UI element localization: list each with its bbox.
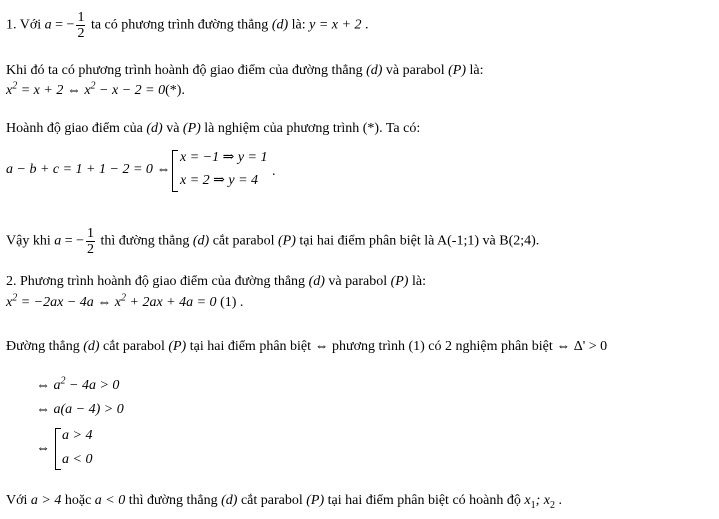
case-a-lt-0: a < 0 [62, 452, 93, 467]
line-d: (d) [271, 17, 289, 33]
line-factored: ⇔ a(a − 4) > 0 [36, 402, 124, 417]
document-page: 1. Với a = − $\frac{1}{2}$ ta có phương trình đường thẳng (d) là: y = x + 2 . Khi đó ta có phương trình hoành độ giao điểm của đường thẳng (d) và parabol (P) là: $x^2 = x + 2$ ⇔ $x^2 - x - 2 = 0(*)$. Hoành độ giao điểm của (d) và (P) là nghiệm của phương trình (*). Ta có: a − b + c = 1 + 1 − 2 = 0 ⇔ x = −1 ⇒ y = 1 x = 2 ⇒ y = 4 . Vậy khi a = − $\frac{1}{2}$ thì đường thẳng (d) cắt parabol (P) tại hai điểm phân biệt là A(-1;1) và B(2;4). 2. Phương trình hoành độ giao điểm của đường thẳng (d) và parabol (P) là: $x^2 = -2ax - 4a$ ⇔ $x^2 + 2ax + 4a = 0$ (1) . Đường thẳng (d) cắt parabol (P) tại hai điểm phân biệt ⇔ phương trình (1) có 2 nghiệm phân biệt ⇔ Δ' > 0 ⇔ $a^2 - 4a > 0$ ⇔ a(a − 4) > 0 ⇔ a > 4 a < 0 Với a > 4 hoặc a < 0 thì đường thẳng (d) cắt parabol (P) tại hai điểm phân biệt có hoành độ $x_1$; $x_2$ . [0, 0, 719, 519]
case-bracket [55, 428, 61, 470]
text: ta có phương trình đường thẳng [87, 17, 272, 33]
line-equation-1: $x^2 = -2ax - 4a$ ⇔ $x^2 + 2ax + 4a = 0$ (1) . [6, 292, 244, 310]
fraction: $\frac{1}{2}$ [87, 226, 95, 257]
line-vieta-check: a − b + c = 1 + 1 − 2 = 0 ⇔ [6, 162, 171, 177]
math-var: a [44, 17, 52, 33]
line-quadratic-equation: $x^2 = x + 2$ ⇔ $x^2 - x - 2 = 0(*)$. [6, 80, 185, 98]
case-bracket [172, 150, 178, 192]
line-roots-intro: Hoành độ giao điểm của (d) và (P) là nghiệm của phương trình (*). Ta có: [6, 121, 421, 136]
equiv-arrow: ⇔ [36, 441, 50, 456]
fraction: $\frac{1}{2}$ [77, 10, 85, 41]
case-root-2: x = 2 ⇒ y = 4 [180, 173, 259, 188]
line-final-conclusion: Với a > 4 hoặc a < 0 thì đường thẳng (d) cắt parabol (P) tại hai điểm phân biệt có hoành độ $x_1$; $x_2$ . [6, 493, 562, 511]
line-part1-given-a: 1. Với a = − $\frac{1}{2}$ ta có phương trình đường thẳng (d) là: y = x + 2 . [6, 10, 369, 41]
text: là: [288, 17, 310, 33]
case-a-gt-4: a > 4 [62, 428, 93, 443]
line-two-roots-condition: Đường thẳng (d) cắt parabol (P) tại hai điểm phân biệt ⇔ phương trình (1) có 2 nghiệm phân biệt ⇔ Δ' > 0 [6, 339, 608, 354]
line-conclusion-part1: Vậy khi a = − $\frac{1}{2}$ thì đường thẳng (d) cắt parabol (P) tại hai điểm phân biệt là A(-1;1) và B(2;4). [6, 226, 540, 257]
line-intersection-intro: Khi đó ta có phương trình hoành độ giao điểm của đường thẳng (d) và parabol (P) là: [6, 63, 484, 78]
math: = − [55, 17, 75, 33]
case-root-1: x = −1 ⇒ y = 1 [180, 150, 268, 165]
line-part2-intro: 2. Phương trình hoành độ giao điểm của đường thẳng (d) và parabol (P) là: [6, 274, 426, 289]
line-discriminant: ⇔ $a^2 - 4a > 0$ [36, 375, 120, 393]
equation: y = x + 2 [309, 17, 362, 33]
text: 1. Với [6, 17, 45, 33]
